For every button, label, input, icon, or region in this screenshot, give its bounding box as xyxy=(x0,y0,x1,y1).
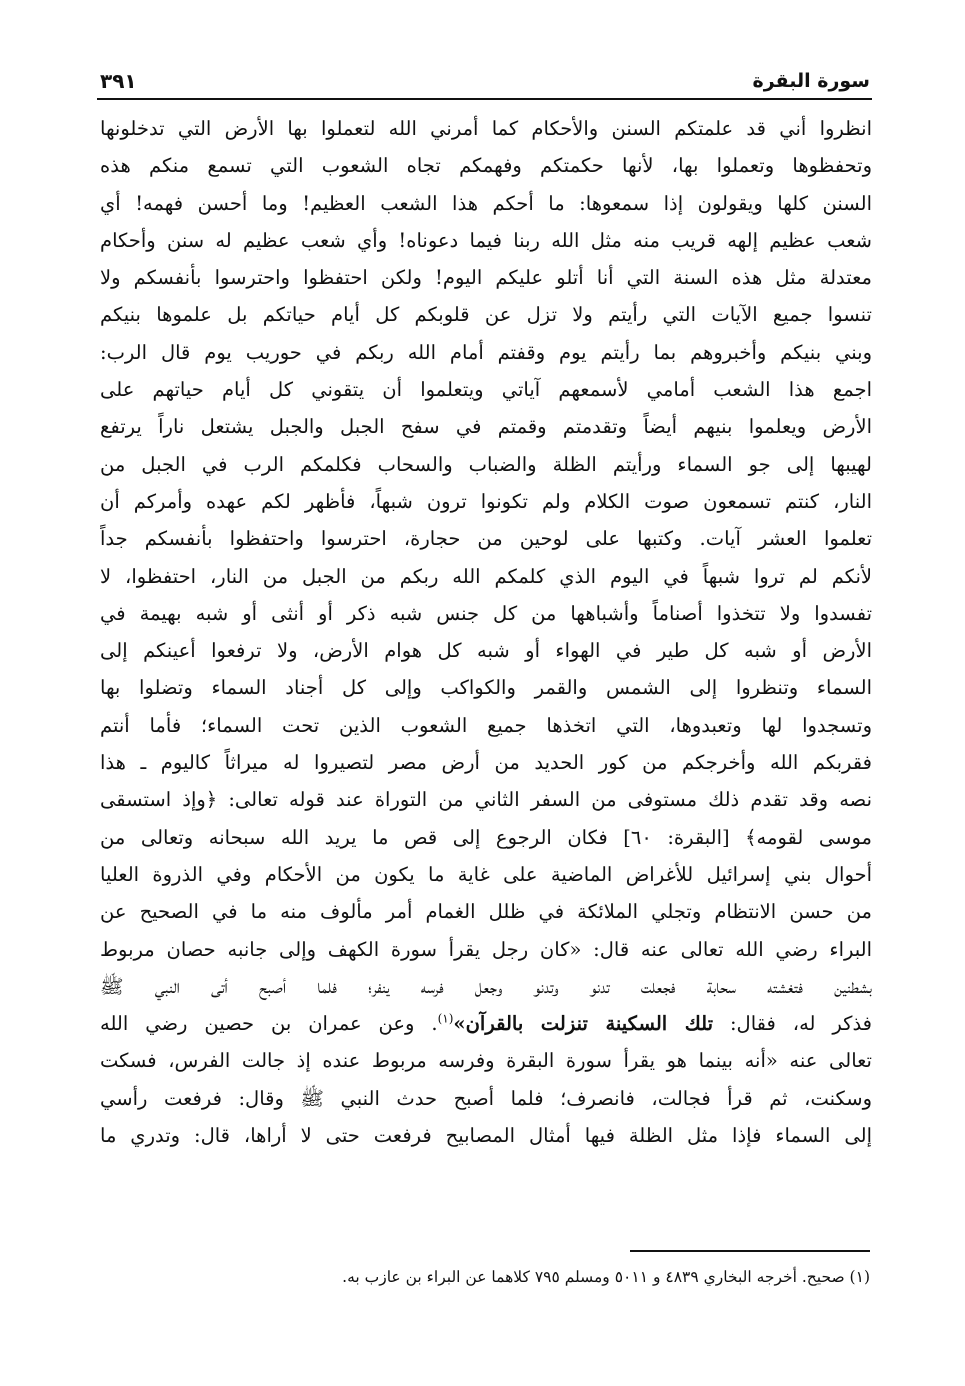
text-line: لهيبها إلى جو السماء ورأيتم الظلة والضباب والسحاب فكلمكم الرب في الجبل من xyxy=(100,452,872,476)
surah-title: سورة البقرة xyxy=(752,70,870,92)
text-line: تعالى عنه «أنه بينما هو يقرأ سورة البقرة وفرسه مربوط عنده إذ جالت الفرس، فسكت xyxy=(100,1049,872,1073)
text-line: فقربكم الله وأخرجكم من كور الحديد من أرض مصر لتصيروا له ميراثاً كاليوم ـ هذا xyxy=(100,751,872,775)
text-line: اجمع هذا الشعب أمامي لأسمعهم آياتي ويتعلموا أن يتقوني كل أيام حياتهم على xyxy=(100,378,872,402)
line-segment: فذكر له، فقال: xyxy=(713,1012,872,1036)
header-divider xyxy=(97,98,872,100)
text-line: النار، كنتم تسمعون صوت الكلام ولم تكونوا ترون شبهاً، فأظهر لكم عهده وأمركم أن xyxy=(100,489,872,513)
text-line: موسى لقومه﴾ [البقرة: ٦٠] فكان الرجوع إلى قص ما يريد الله سبحانه وتعالى من xyxy=(100,825,872,849)
text-line: الأرض أو شبه كل طير في الهواء أو شبه كل هوام الأرض، ولا ترفعوا أعينكم إلى xyxy=(100,639,872,663)
footnote: (١) صحيح. أخرجه البخاري ٤٨٣٩ و ٥٠١١ ومسلم ٧٩٥ كلاهما عن البراء بن عازب به. xyxy=(342,1268,870,1286)
text-line: بشطنين فتغشته سحابة فجعلت تدنو وتدنو وجعل فرسه ينفر؛ فلما أصبح أتى النبي ﷺ xyxy=(100,974,872,998)
footnote-marker[interactable]: (١) xyxy=(437,1011,454,1026)
text-line: وتحفظوها وتعملوا بها، لأنها حكمتكم وفهمكم تجاه الشعوب التي تسمع منكم هذه xyxy=(100,154,872,178)
line-segment: . وعن عمران بن حصين رضي الله xyxy=(100,1012,438,1036)
text-line: تنسوا جميع الآيات التي رأيتم ولا تزل عن قلوبكم كل أيام حياتكم بل علموها بنيكم xyxy=(100,303,872,327)
bold-quote: تلك السكينة تنزلت بالقرآن» xyxy=(453,1012,714,1036)
text-line-with-footnote xyxy=(100,1005,872,1042)
text-line: إلى السماء فإذا مثل الظلة فيها أمثال المصابيح فرفعت حتى لا أراها، قال: وتدري ما xyxy=(100,1124,872,1148)
text-line: انظروا أني قد علمتكم السنن والأحكام كما أمرني الله لتعملوا بها الأرض التي تدخلونها xyxy=(100,117,872,140)
text-line: نصه وقد تقدم ذلك مستوفى من السفر الثاني من التوراة عند قوله تعالى: ﴿وإذ استسقى xyxy=(100,788,872,812)
text-line: لأنكم لم تروا شبهاً في اليوم الذي كلمكم الله ربكم من الجبل من النار، احتفظوا، لا xyxy=(100,564,872,588)
text-line: الأرض ويعلموا بنيهم أيضاً وتقدمتم وقمتم في سفح الجبل والجبل يشتعل ناراً يرتفع xyxy=(100,415,872,439)
text-line: وتسجدوا لها وتعبدوها، التي اتخذها جميع الشعوب الذين تحت السماء؛ فأما أنتم xyxy=(100,713,872,737)
text-line: معتدلة مثل هذه السنة التي أنا أتلو عليكم اليوم! ولكن احتفظوا واحترسوا بأنفسكم ولا xyxy=(100,266,872,290)
text-line: من حسن الانتظام وتجلي الملائكة في ظلل الغمام أمر مألوف منه ما في الصحيح عن xyxy=(100,900,872,924)
text-line: البراء رضي الله تعالى عنه قال: «كان رجل يقرأ سورة الكهف وإلى جانبه حصان مربوط xyxy=(100,937,872,961)
text-line: وسكنت، ثم قرأ فجالت، فانصرف؛ فلما أصبح حدث النبي ﷺ وقال: فرفعت رأسي xyxy=(100,1086,872,1110)
text-line: السنن كلها ويقولون إذا سمعوها: ما أحكم هذا الشعب العظيم! وما أحسن فهمه! أي xyxy=(100,191,872,215)
text-line: تفسدوا ولا تتخذوا أصناماً وأشباهها من كل جنس شبه ذكر أو أنثى أو شبه بهيمة في xyxy=(100,601,872,625)
text-line: تعلموا العشر آيات. وكتبها على لوحين من حجارة، احترسوا واحتفظوا بأنفسكم جداً xyxy=(100,527,872,551)
page-number: ٣٩١ xyxy=(100,69,137,93)
text-line: أحوال بني إسرائيل للأغراض الماضية على غاية ما يكون من الأحكام وفي الذروة العليا xyxy=(100,862,872,886)
body-text xyxy=(100,110,872,1230)
text-line: وبني بنيكم وأخبروهم بما رأيتم يوم وقفتم أمام الله ربكم في حوريب يوم قال الرب: xyxy=(100,340,872,364)
text-line: السماء وتنظروا إلى الشمس والقمر والكواكب وإلى كل أجناد السماء وتضلوا بها xyxy=(100,676,872,700)
footnote-divider xyxy=(630,1250,870,1252)
text-line: شعب عظيم إلهه قريب منه مثل الله ربنا فيما دعوناه! وأي شعب عظيم له سنن وأحكام xyxy=(100,228,872,252)
page-header xyxy=(100,68,870,94)
